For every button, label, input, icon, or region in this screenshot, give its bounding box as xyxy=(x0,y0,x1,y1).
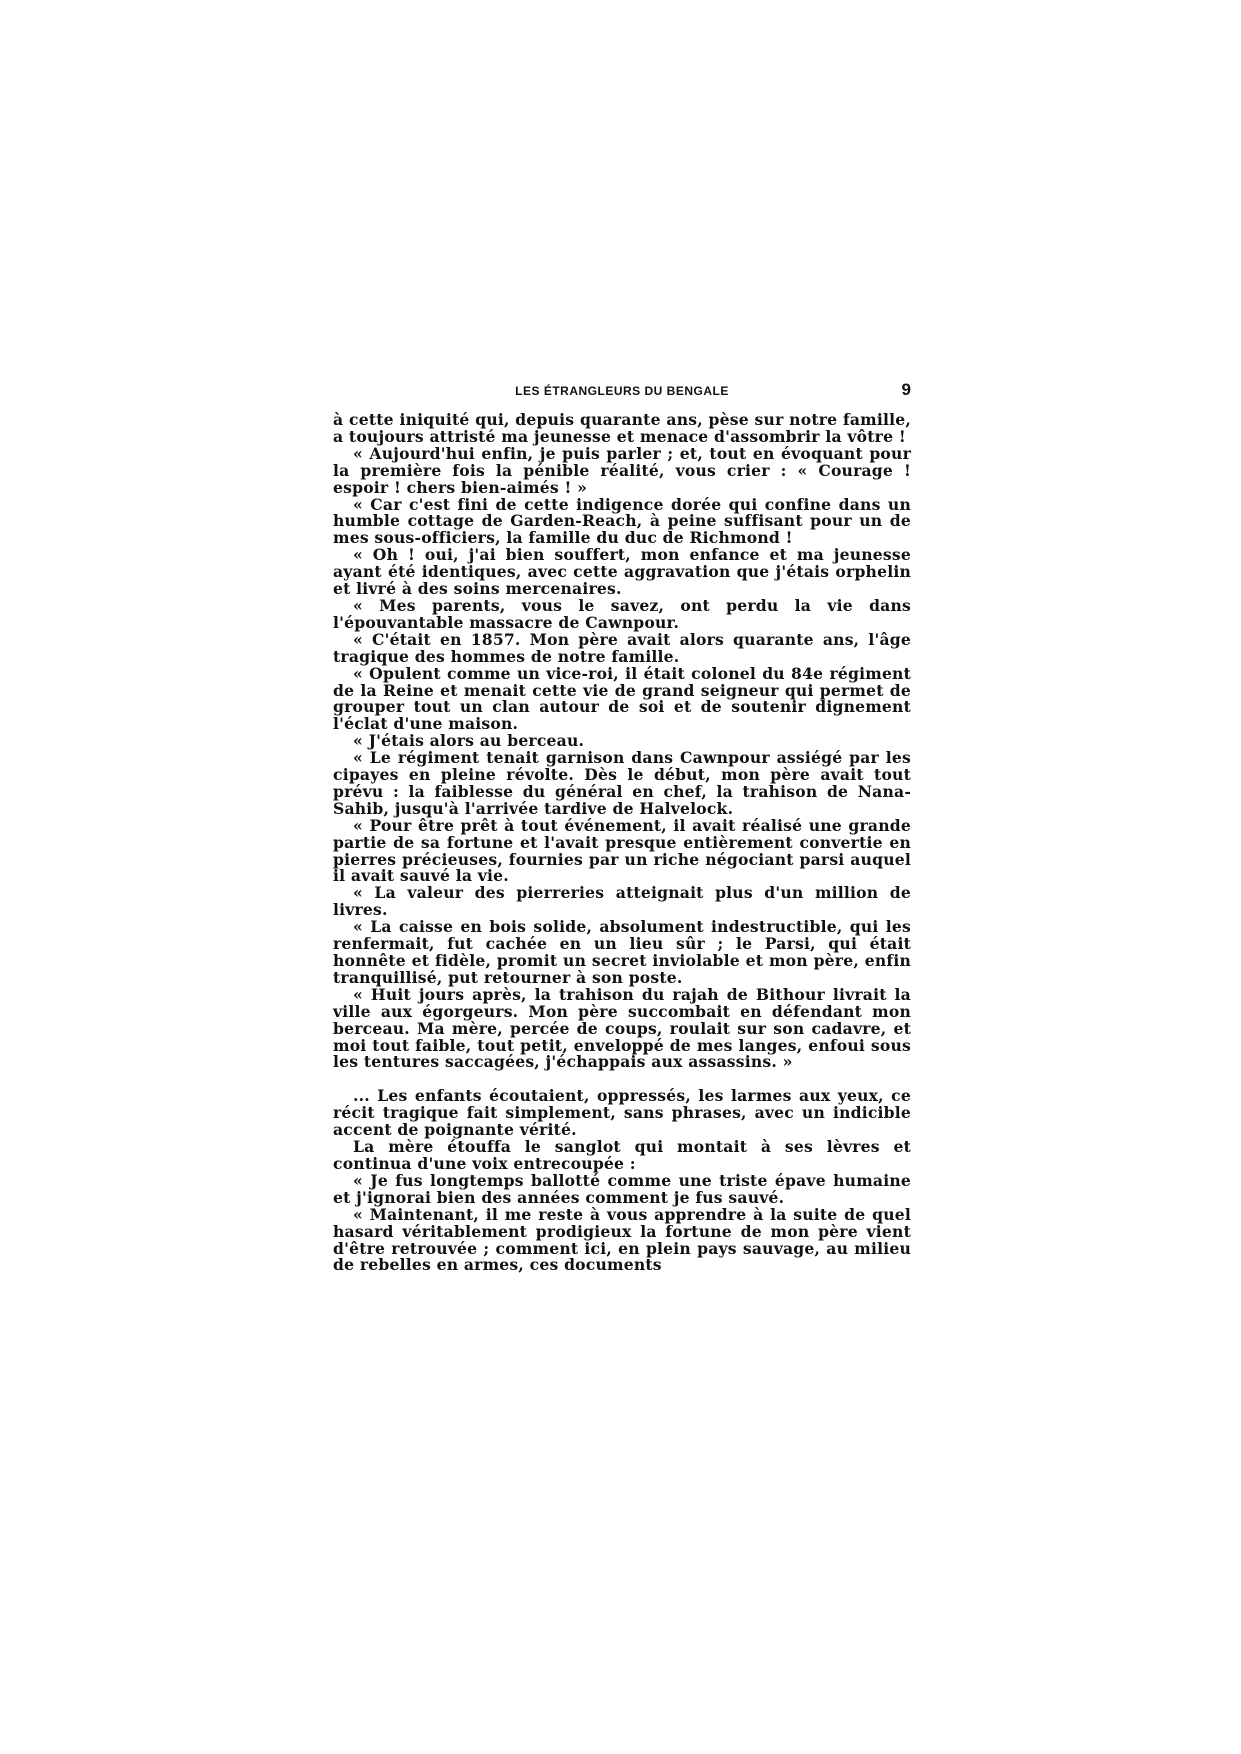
paragraph: à cette iniquité qui, depuis quarante ans, pèse sur notre famille, a toujours attristé ma jeunesse et menace d'assombrir la vôtre ! xyxy=(333,410,911,446)
paragraph: « La valeur des pierreries atteignait plus d'un million de livres. xyxy=(333,883,911,920)
page-header xyxy=(333,380,911,404)
paragraph: « Je fus longtemps ballotté comme une triste épave humaine et j'ignorai bien des années comment je fus sauvé. xyxy=(333,1170,911,1207)
page-number: 9 xyxy=(901,380,911,399)
paragraph: La mère étouffa le sanglot qui montait à ses lèvres et continua d'une voix entrecoupée : xyxy=(333,1137,911,1173)
paragraph: « Maintenant, il me reste à vous apprendre à la suite de quel hasard véritablement prodigieux la fortune de mon père vient d'être retrouvée ; comment ici, en plein pays sauvage, au milieu de rebelles en armes, ces documents xyxy=(333,1204,911,1275)
book-page xyxy=(333,380,911,1274)
paragraph: « C'était en 1857. Mon père avait alors quarante ans, l'âge tragique des hommes de notre famille. xyxy=(333,629,911,666)
paragraph: « Pour être prêt à tout événement, il avait réalisé une grande partie de sa fortune et l'avait presque entièrement convertie en pierres précieuses, fournies par un riche négociant parsi auquel il avait sauvé la vie. xyxy=(333,815,911,886)
paragraph: « La caisse en bois solide, absolument indestructible, qui les renfermait, fut cachée en un lieu sûr ; le Parsi, qui était honnête et fidèle, promit un secret inviolable et mon père, enfin tranquillisé, put retourner à son poste. xyxy=(333,917,911,987)
paragraph: « Aujourd'hui enfin, je puis parler ; et, tout en évoquant pour la première fois la pénible réalité, vous crier : « Courage ! espoir ! chers bien-aimés ! » xyxy=(333,443,911,497)
running-title: LES ÉTRANGLEURS DU BENGALE xyxy=(515,384,729,398)
paragraph: « J'étais alors au berceau. xyxy=(353,731,585,751)
paragraph: « Opulent comme un vice-roi, il était colonel du 84e régiment de la Reine et menait cette vie de grand seigneur qui permet de grouper tout un clan autour de soi et de soutenir dignement l'éclat d'une maison. xyxy=(333,663,911,734)
body-text xyxy=(333,412,911,1274)
paragraph: « Le régiment tenait garnison dans Cawnpour assiégé par les cipayes en pleine révolte. Dès le début, mon père avait tout prévu : la faiblesse du général en chef, la trahison de Nana-Sahib, jusqu'à l'arrivée tardive de Halvelock. xyxy=(333,748,911,818)
paragraph: « Oh ! oui, j'ai bien souffert, mon enfance et ma jeunesse ayant été identiques, avec cette aggravation que j'étais orphelin et livré à des soins mercenaires. xyxy=(333,545,911,599)
paragraph: « Car c'est fini de cette indigence dorée qui confine dans un humble cottage de Garden-Reach, à peine suffisant pour un de mes sous-officiers, la famille du duc de Richmond ! xyxy=(333,494,911,548)
paragraph: « Huit jours après, la trahison du rajah de Bithour livrait la ville aux égorgeurs. Mon père succombait en défendant mon berceau. Ma mère, percée de coups, roulait sur son cadavre, et moi tout faible, tout petit, enveloppé de mes langes, enfoui sous les tentures saccagées, j'échappais aux assassins. » xyxy=(333,984,911,1072)
paragraph: ... Les enfants écoutaient, oppressés, les larmes aux yeux, ce récit tragique fait simplement, sans phrases, avec un indicible accent de poignante vérité. xyxy=(333,1086,911,1140)
paragraph: « Mes parents, vous le savez, ont perdu la vie dans l'épouvantable massacre de Cawnpour. xyxy=(333,595,911,632)
